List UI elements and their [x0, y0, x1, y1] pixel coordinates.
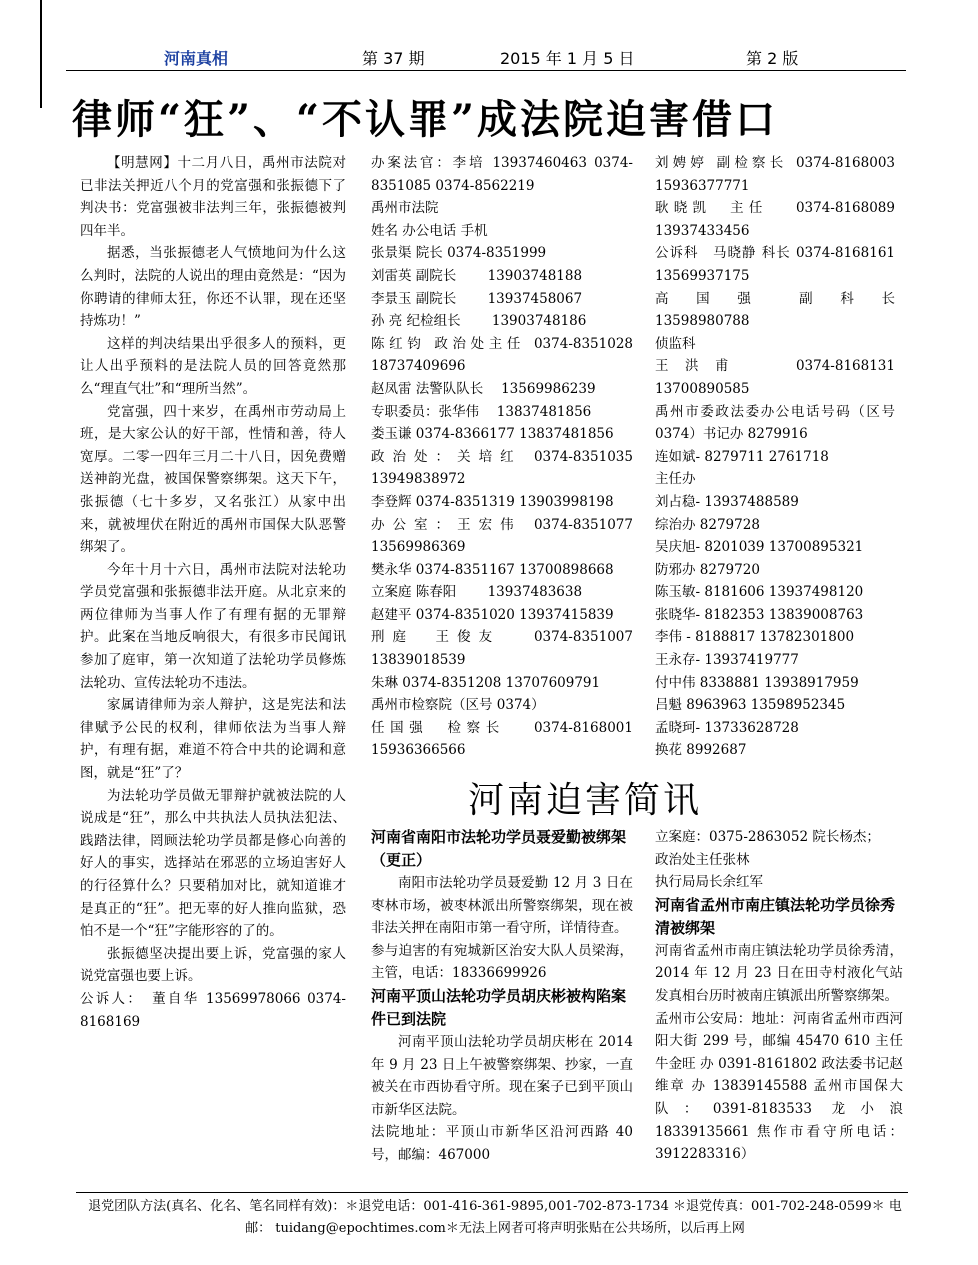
contact-line: 陈玉敏- 8181606 13937498120	[655, 584, 864, 601]
news-body: 河南省孟州市南庄镇法轮功学员徐秀清，2014 年 12 月 23 日在田寺村液化气站发真相台历时被南庄镇派出所警察绑架。	[655, 942, 903, 1004]
footer-rule	[76, 1192, 908, 1193]
article-column	[80, 152, 346, 1033]
contact-line: 专职委员：张华伟 13837481856	[371, 403, 592, 420]
contact-line: 刘雷英 副院长 13903748188	[371, 267, 583, 284]
contact-line: 任国强 检察长 0374-8168001 15936366566	[371, 719, 633, 759]
contact-line: 张景渠 院长 0374-8351999	[371, 245, 547, 262]
section-title: 河南迫害简讯	[468, 780, 703, 821]
contact-line: 禹州市法院	[371, 200, 439, 217]
contact-line: 政治处：关培红 0374-8351035 13949838972	[371, 448, 633, 488]
news-column-right	[655, 826, 903, 1166]
contact-line: 陈红钧 政治处主任 0374-8351028 18737409696	[371, 335, 633, 375]
contact-line: 禹州市检察院（区号 0374）	[371, 697, 545, 714]
contact-line: 禹州市委政法委办公电话号码（区号 0374）书记办 8279916	[655, 403, 895, 443]
news-body: 南阳市法轮功学员聂爱勤 12 月 3 日在枣林市场，被枣林派出所警察绑架，现在被非法关押在南阳市第一看守所，详情待查。	[371, 875, 633, 937]
contact-line: 王 洪 甫 0374-8168131 13700890585	[655, 358, 895, 397]
page-number: 第 2 版	[746, 49, 799, 68]
contact-line: 赵建平 0374-8351020 13937415839	[371, 606, 614, 623]
contact-line: 防邪办 8279720	[655, 561, 760, 578]
prosecutor-contact: 公诉人： 董自华 13569978066 0374-8168169	[80, 990, 346, 1030]
contact-line: 娄玉谦 0374-8366177 13837481856	[371, 426, 614, 443]
article-paragraph: 张振德坚决提出要上诉，党富强的家人说党富强也要上诉。	[80, 945, 346, 985]
issue-number: 第 37 期	[362, 49, 425, 68]
contact-line: 连如斌- 8279711 2761718	[655, 448, 829, 465]
contact-line: 综治办 8279728	[655, 516, 760, 533]
header-rule	[66, 70, 906, 71]
court-line: 立案庭：0375-2863052 院长杨杰；	[655, 829, 880, 845]
news-heading: 河南省孟州市南庄镇法轮功学员徐秀清被绑架	[655, 895, 896, 937]
article-paragraph: 今年十月十六日，禹州市法院对法轮功学员党富强和张振德非法开庭。从北京来的两位律师为当事人作了有理有据的无罪辩护。此案在当地反响很大，有很多市民闻讯参加了庭审，第一次知道了法轮功学员修炼法轮功、宣传法轮功不违法。	[80, 561, 346, 691]
news-heading: 河南省南阳市法轮功学员聂爱勤被绑架（更正）	[371, 828, 627, 869]
contact-line: 高 国 强 副 科 长 13598980788	[655, 290, 895, 330]
article-paragraph: 【明慧网】十二月八日，禹州市法院对已非法关押近八个月的党富强和张振德下了判决书：党富强被非法判三年，张振德被判四年半。	[80, 155, 346, 239]
contact-line: 耿晓凯 主任 0374-8168089 13937433456	[655, 200, 895, 239]
contact-line: 吕魁 8963963 13598952345	[655, 697, 846, 714]
news-body: 河南平顶山法轮功学员胡庆彬在 2014 年 9 月 23 日上午被警察绑架、抄家，一直被关在市西协看守所。现在案子已到平顶山市新华区法院。	[371, 1033, 633, 1118]
issue-date: 2015 年 1 月 5 日	[500, 49, 635, 68]
news-heading: 河南平顶山法轮功学员胡庆彬被构陷案件已到法院	[371, 986, 627, 1028]
contact-line: 樊永华 0374-8351167 13700898668	[371, 561, 614, 578]
contact-line: 李景玉 副院长 13937458067	[371, 290, 583, 307]
contact-line: 刘占稳- 13937488589	[655, 493, 799, 510]
contact-line: 付中伟 8338881 13938917959	[655, 674, 859, 691]
news-contacts: 孟州市公安局：地址：河南省孟州市西河阳大街 299 号，邮编 45470 610 主任牛金旺 办 0391-8161802 政法委书记赵维章 办 13839145588 孟州市国保大队：0391-8183533 龙小浪 18339135661 焦作市看守所电话：3912283316）	[655, 1010, 903, 1163]
court-contacts-column	[371, 152, 633, 762]
contact-line: 李登辉 0374-8351319 13903998198	[371, 493, 614, 510]
contact-line: 刑庭 王俊友 0374-8351007 13839018539	[371, 629, 633, 669]
footer-notice: 退党团队方法(真名、化名、笔名同样有效)：＊退党电话：001-416-361-9895,001-702-873-1734 ＊退党传真：001-702-248-0599＊ 电邮： tuidang@epochtimes.com＊无法上网者可将声明张贴在公共场所，以后再上网	[88, 1199, 902, 1236]
article-paragraph: 党富强，四十来岁，在禹州市劳动局上班，是大家公认的好干部，性情和善，待人宽厚。二零一四年三月二十八日，因免费赠送神韵光盘，被国保警察绑架。这天下午，张振德（七十多岁，又名张江）从家中出来，就被埋伏在附近的禹州市国保大队恶警绑架了。	[80, 403, 346, 556]
contact-line: 办公室：王宏伟 0374-8351077 13569986369	[371, 516, 633, 556]
news-extra: 参与迫害的有宛城新区治安大队人员梁海，主管，电话：18336699926	[371, 942, 633, 982]
article-paragraph: 为法轮功学员做无罪辩护就被法院的人说成是“狂”，那么中共执法人员执法犯法、践踏法律，罔顾法轮功学员都是修心向善的好人的事实，选择站在邪恶的立场迫害好人的行径算什么？只要稍加对比，就知道谁才是真正的“狂”。把无辜的好人推向监狱，恐怕不是一个“狂”字能形容的了的。	[80, 787, 346, 940]
contact-line: 李伟 - 8188817 13782301800	[655, 629, 855, 646]
contact-line: 刘娉婷 副检察长 0374-8168003 15936377771	[655, 155, 895, 194]
contact-line: 王永存- 13937419777	[655, 652, 799, 669]
court-line: 政治处主任张林	[655, 851, 750, 868]
contact-line: 立案庭 陈春阳 13937483638	[371, 584, 583, 601]
contact-line: 赵凤雷 法警队队长 13569986239	[371, 380, 596, 397]
news-extra: 法院地址：平顶山市新华区沿河西路 40 号，邮编：467000	[371, 1124, 633, 1163]
article-paragraph: 这样的判决结果出乎很多人的预料，更让人出乎预料的是法院人员的回答竟然那么“理直气壮”和“理所当然”。	[80, 335, 346, 397]
contact-line: 主任办	[655, 471, 696, 488]
court-line: 执行局局长余红军	[655, 874, 763, 891]
contact-line: 朱琳 0374-8351208 13707609791	[371, 674, 601, 691]
headline: 律师“狂”、“不认罪”成法院迫害借口	[72, 96, 779, 143]
contact-line: 侦监科	[655, 335, 696, 352]
contact-line: 公诉科 马晓静 科长 0374-8168161 13569937175	[655, 245, 895, 284]
paper-name: 河南真相	[164, 49, 229, 68]
contact-line: 吴庆旭- 8201039 13700895321	[655, 539, 864, 556]
contact-line: 姓名 办公电话 手机	[371, 222, 488, 239]
contact-line: 张晓华- 8182353 13839008763	[655, 606, 864, 623]
contact-line: 办案法官：李培 13937460463 0374-8351085 0374-8562219	[371, 155, 633, 194]
article-paragraph: 家属请律师为亲人辩护，这是宪法和法律赋予公民的权利，律师依法为当事人辩护，有理有据，难道不符合中共的论调和意图，就是“狂”了？	[80, 697, 346, 782]
news-column-left	[371, 826, 633, 1167]
margin-rule	[40, 0, 42, 108]
contact-line: 孙 亮 纪检组长 13903748186	[371, 313, 587, 330]
contact-line: 换花 8992687	[655, 742, 747, 759]
contact-line: 孟晓珂- 13733628728	[655, 719, 799, 736]
procuratorate-contacts-column	[655, 152, 895, 762]
article-paragraph: 据悉，当张振德老人气愤地问为什么这么判时，法院的人说出的理由竟然是：“因为你聘请的律师太狂，你还不认罪，现在还坚持炼功！”	[80, 245, 346, 330]
